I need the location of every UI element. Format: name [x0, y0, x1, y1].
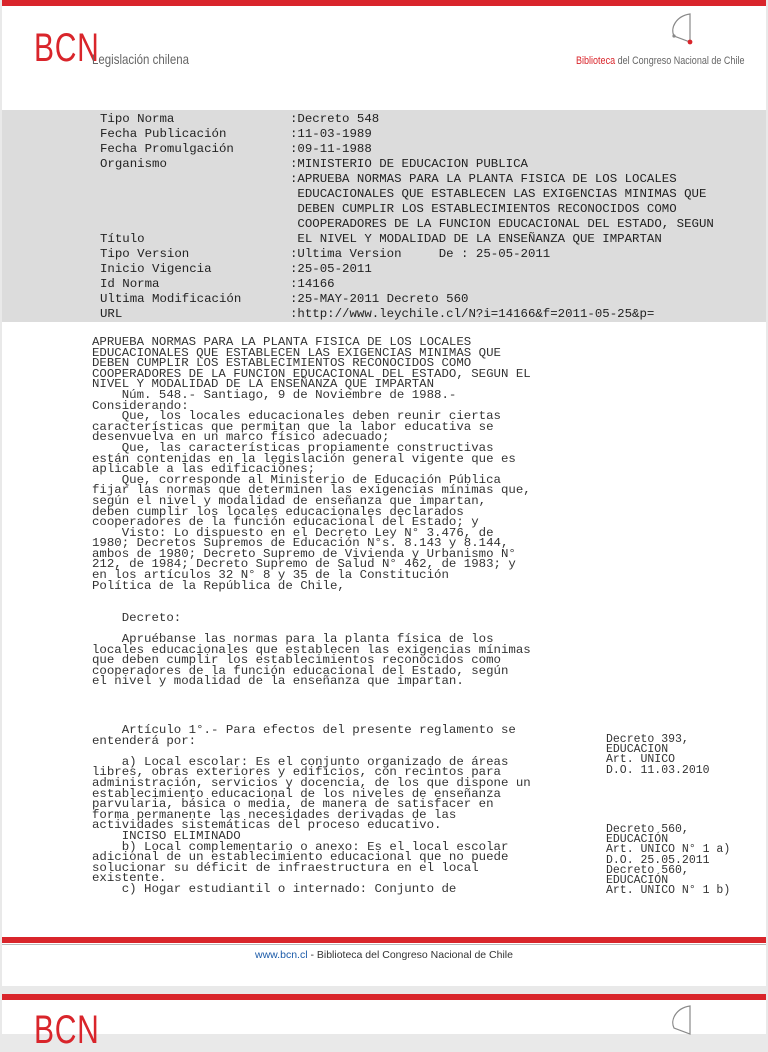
meta-value[interactable]: :http://www.leychile.cl/N?i=14166&f=2011-05-25&p=: [290, 307, 655, 321]
next-page-red-bar: [2, 994, 766, 1000]
meta-value: :Decreto 548: [290, 112, 380, 126]
meta-label: Id Norma: [100, 277, 160, 291]
meta-label: Ultima Modificación: [100, 292, 242, 306]
page-footer: [2, 944, 766, 987]
margin-note-decreto-560: Decreto 560, EDUCACIÓN Art. UNICO N° 1 a) D.O. 25.05.2011 Decreto 560, EDUCACIÓN Art. UNICO N° 1 b): [606, 823, 731, 898]
page-header: [2, 6, 766, 111]
footer-red-bar: [2, 937, 766, 943]
body-text-approval: Apruébanse las normas para la planta física de los locales educacionales que establecen las exigencias mínimas que deben cumplir los establecimientos reconocidos como cooperadores de la función educacional del Estado, según el nivel y modalidad de la enseñanza que impartan.: [92, 632, 531, 689]
next-document-page: [2, 994, 766, 1052]
meta-value: :09-11-1988: [290, 142, 372, 156]
meta-label: Fecha Publicación: [100, 127, 227, 141]
meta-label: Fecha Promulgación: [100, 142, 234, 156]
meta-value: :25-MAY-2011 Decreto 560: [290, 292, 469, 306]
meta-row: [100, 277, 335, 292]
meta-row: [100, 157, 528, 172]
norm-metadata: [2, 110, 766, 322]
body-text-intro: APRUEBA NORMAS PARA LA PLANTA FISICA DE LOS LOCALES EDUCACIONALES QUE ESTABLECEN LAS EXIGENCIAS MINIMAS QUE DEBEN CUMPLIR LOS ESTABLECIMIENTOS RECONOCIDOS COMO COOPERADORES DE LA FUNCION EDUCACIONAL DEL ESTADO, SEGUN EL NIVEL Y MODALIDAD DE LA ENSEÑANZA QUE IMPARTAN Núm. 548.- Santiago, 9 de Noviembre de 1988.- Considerando: Que, los locales educacionales deben reunir ciertas características que permitan que la labor educativa se desenvuelva en un marco físico adecuado; Que, las características propiamente constructivas están contenidas en la legislación general vigente que es aplicable a las edificaciones; Que, corresponde al Ministerio de Educación Pública fijar las normas que determinen las exigencias mínimas que, según el nivel y modalidad de enseñanza que impartan, deben cumplir los locales educacionales declarados cooperadores de la función educacional del Estado; y Visto: Lo dispuesto en el Decreto Ley N° 3.476, de 1980; Decretos Supremos de Educación N°s. 8.143 y 8.144, ambos de 1980; Decreto Supremo de Vivienda y Urbanismo N° 212, de 1984; Decreto Supremo de Salud N° 462, de 1983; y en los artículos 32 N° 8 y 35 de la Constitución Política de la República de Chile,: [92, 335, 531, 593]
meta-value: :APRUEBA NORMAS PARA LA PLANTA FISICA DE LOS LOCALES EDUCACIONALES QUE ESTABLECEN LAS EXIGENCIAS MINIMAS QUE DEBEN CUMPLIR LOS ESTABLECIMIENTOS RECONOCIDOS COMO COOPERADORES DE LA FUNCION EDUCACIONAL DEL ESTADO, SEGUN EL NIVEL Y MODALIDAD DE LA ENSEÑANZA QUE IMPARTAN: [290, 172, 714, 246]
meta-row: [100, 142, 372, 157]
document-page: [2, 0, 766, 986]
bcn-logo: BCN: [34, 26, 100, 70]
meta-row: [100, 292, 468, 307]
meta-value: :Ultima Version De : 25-05-2011: [290, 247, 551, 261]
meta-value: :25-05-2011: [290, 262, 372, 276]
next-page-bcn-logo: BCN: [34, 1008, 100, 1052]
meta-value: :MINISTERIO DE EDUCACION PUBLICA: [290, 157, 528, 171]
footer-caption: - Biblioteca del Congreso Nacional de Chile: [307, 949, 513, 961]
meta-value: :11-03-1989: [290, 127, 372, 141]
meta-label: Título: [100, 232, 145, 246]
bcn-emblem-icon: [666, 12, 696, 52]
footer-link[interactable]: www.bcn.cl: [255, 949, 308, 961]
meta-row: [100, 247, 550, 262]
meta-row: [100, 112, 379, 127]
meta-label: Inicio Vigencia: [100, 262, 212, 276]
body-text-article-1: Artículo 1°.- Para efectos del presente reglamento se entenderá por: a) Local escolar: Es el conjunto organizado de áreas libres, obras exteriores y edificios, con recintos para administración, servicios y docencia, de los que dispone un establecimiento educacional de los niveles de enseñanza parvularia, básica o media, de manera de satisfacer en forma permanente las necesidades derivadas de las actividades sistemáticas del proceso educativo. INCISO ELIMINADO b) Local complementario o anexo: Es el local escolar adicional de un establecimiento educacional que no puede solucionar su déficit de infraestructura en el local existente. c) Hogar estudiantil o internado: Conjunto de: [92, 723, 531, 896]
library-name: [576, 55, 744, 67]
margin-note-decreto-393: Decreto 393, EDUCACION Art. UNICO D.O. 11.03.2010: [606, 733, 710, 777]
body-text-decreto: Decreto:: [92, 611, 182, 625]
meta-row: [100, 307, 654, 322]
logo-subtitle: Legislación chilena: [92, 51, 190, 67]
meta-label: Tipo Version: [100, 247, 190, 261]
library-name-rest: del Congreso Nacional de Chile: [614, 55, 744, 67]
meta-value: :14166: [290, 277, 335, 291]
meta-label: Organismo: [100, 157, 167, 171]
next-page-bcn-emblem-icon: [666, 1004, 696, 1044]
library-name-highlight: Biblioteca: [575, 55, 615, 67]
meta-row: [100, 172, 714, 247]
meta-row: [100, 127, 372, 142]
footer-text: [2, 949, 766, 961]
meta-row: [100, 262, 372, 277]
meta-label: URL: [100, 307, 123, 321]
meta-label: Tipo Norma: [100, 112, 175, 126]
